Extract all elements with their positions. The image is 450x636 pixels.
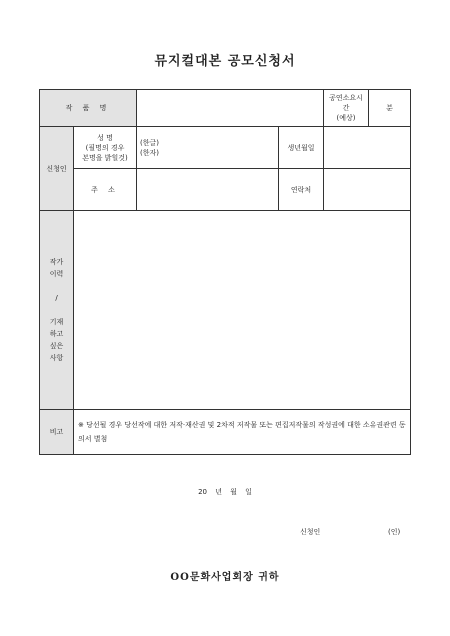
date-line: 20 년 월 일: [198, 488, 252, 496]
career-label: 작가 이력 / 기재 하고 싶은 사항: [40, 211, 74, 410]
applicant-label: 신청인: [40, 127, 74, 211]
contact-label: 연락처: [279, 169, 324, 211]
addressee: OO문화사업회장 귀하: [170, 572, 280, 583]
address-label: 주 소: [74, 169, 137, 211]
career-field[interactable]: [74, 211, 411, 410]
duration-unit: 분: [386, 104, 393, 112]
birth-label: 생년월일: [279, 127, 324, 169]
duration-field[interactable]: [369, 90, 411, 127]
name-field[interactable]: [137, 127, 279, 169]
name-hanja-label: (한자): [140, 148, 159, 157]
remarks-label: 비고: [40, 410, 74, 455]
name-label: 성 명 (필명의 경우 본명을 밝힐것): [74, 127, 137, 169]
application-form-table: [39, 89, 411, 455]
duration-label: 공연소요시간 (예상): [324, 90, 369, 127]
work-title-field[interactable]: [137, 90, 324, 127]
contact-field[interactable]: [324, 169, 411, 211]
signature-label: 신청인: [300, 528, 321, 536]
name-korean-label: (한글): [140, 138, 159, 147]
document-title: 뮤지컬대본 공모신청서: [154, 54, 296, 69]
work-title-label: 작 품 명: [40, 90, 137, 127]
signature-seal-mark: (인): [388, 528, 401, 536]
birth-field[interactable]: [324, 127, 411, 169]
remarks-text: ※ 당선될 경우 당선작에 대한 저작·재산권 및 2차적 저작물 또는 편집저작물의 작성권에 대한 소유권관련 동의서 별첨: [74, 410, 411, 455]
address-field[interactable]: [137, 169, 279, 211]
